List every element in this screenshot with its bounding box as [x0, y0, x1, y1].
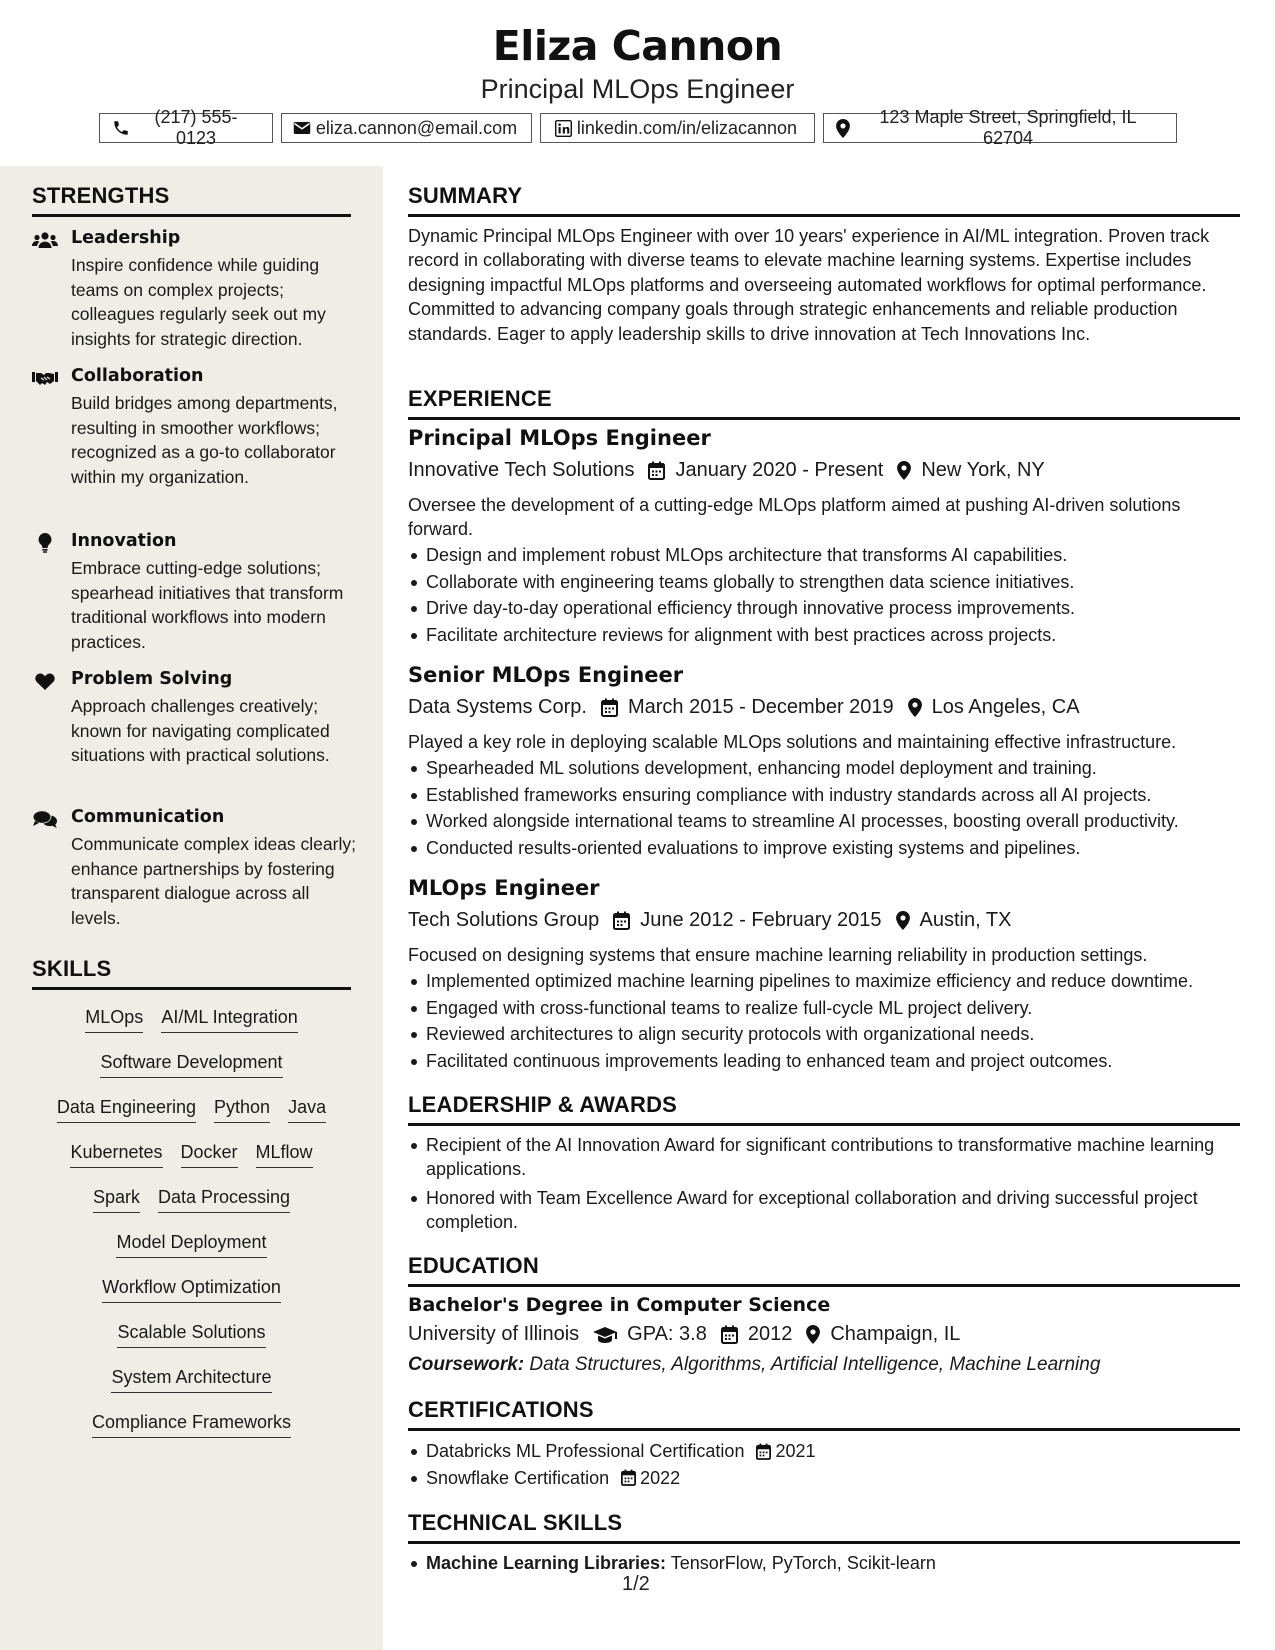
skill-row — [32, 1366, 351, 1411]
map-marker-icon — [908, 698, 922, 717]
lightbulb-icon — [32, 533, 58, 553]
job-meta — [408, 909, 1011, 932]
school-location: Champaign, IL — [830, 1323, 961, 1345]
bullet-item: Design and implement robust MLOps architecture that transforms AI capabilities. — [408, 543, 1240, 567]
education-meta — [408, 1323, 960, 1346]
calendar-icon — [756, 1443, 771, 1460]
job-bullets — [408, 969, 1240, 1075]
skills-cloud — [32, 1006, 351, 1456]
comments-icon — [32, 809, 58, 829]
skills-heading: SKILLS — [32, 956, 351, 990]
contact-bar — [0, 107, 1275, 148]
contact-address — [823, 107, 1177, 148]
map-marker-icon — [836, 119, 850, 138]
cert-year: 2022 — [640, 1467, 681, 1488]
bullet-item: Conducted results-oriented evaluations to improve existing systems and pipelines. — [408, 836, 1240, 860]
skill-tag: MLflow — [256, 1141, 313, 1168]
calendar-icon — [613, 911, 630, 930]
job-company: Data Systems Corp. — [408, 696, 587, 718]
linkedin-icon — [555, 120, 572, 137]
job-description: Oversee the development of a cutting-edge MLOps platform aimed at pushing AI-driven solutions forward. — [408, 495, 1181, 540]
gpa: GPA: 3.8 — [627, 1323, 707, 1345]
candidate-title: Principal MLOps Engineer — [480, 74, 795, 104]
strength-desc: Embrace cutting-edge solutions; spearhead initiatives that transform traditional workflows into modern practices. — [71, 558, 344, 652]
bullet-item: Facilitated continuous improvements leading to enhanced team and project outcomes. — [408, 1049, 1240, 1073]
job-title: Senior MLOps Engineer — [408, 663, 684, 687]
school-name: University of Illinois — [408, 1323, 580, 1345]
job-meta — [408, 696, 1080, 719]
awards-heading: LEADERSHIP & AWARDS — [408, 1092, 1240, 1126]
candidate-name: Eliza Cannon — [492, 22, 783, 70]
awards-list — [408, 1133, 1240, 1239]
strength-title: Communication — [71, 807, 225, 827]
bullet-item: Drive day-to-day operational efficiency through innovative process improvements. — [408, 596, 1240, 620]
skill-row — [32, 1186, 351, 1231]
envelope-icon — [293, 120, 311, 136]
job-dates: June 2012 - February 2015 — [640, 909, 882, 931]
users-icon — [32, 230, 58, 250]
cert-item — [408, 1466, 1240, 1490]
strength-title: Collaboration — [71, 366, 204, 386]
job-company: Innovative Tech Solutions — [408, 459, 635, 481]
bullet-item: Spearheaded ML solutions development, enhancing model deployment and training. — [408, 756, 1240, 780]
bullet-item: Established frameworks ensuring compliance with industry standards across all AI projects. — [408, 783, 1240, 807]
certifications-heading: CERTIFICATIONS — [408, 1397, 1240, 1431]
experience-heading: EXPERIENCE — [408, 386, 1240, 420]
map-marker-icon — [806, 1325, 820, 1344]
skill-row — [32, 1051, 351, 1096]
job-title: MLOps Engineer — [408, 876, 600, 900]
skill-tag: Spark — [93, 1186, 140, 1213]
strength-title: Innovation — [71, 531, 177, 551]
cert-year: 2021 — [775, 1441, 816, 1461]
award-item: Honored with Team Excellence Award for exceptional collaboration and driving successful project completion. — [408, 1186, 1240, 1234]
skill-tag: Model Deployment — [116, 1231, 266, 1258]
skill-tag: Software Development — [100, 1051, 282, 1078]
bullet-item: Facilitate architecture reviews for alignment with best practices across projects. — [408, 623, 1240, 647]
skill-tag: Compliance Frameworks — [92, 1411, 291, 1438]
cert-item — [408, 1439, 1240, 1463]
skill-tag: MLOps — [85, 1006, 143, 1033]
job-dates: March 2015 - December 2019 — [627, 696, 894, 718]
contact-linkedin[interactable] — [540, 113, 815, 143]
education-heading: EDUCATION — [408, 1253, 1240, 1287]
address-text: 123 Maple Street, Springfield, IL 62704 — [879, 107, 1137, 148]
job-location: Los Angeles, CA — [931, 696, 1080, 718]
degree-title: Bachelor's Degree in Computer Science — [408, 1294, 831, 1316]
heart-icon — [32, 671, 58, 691]
strength-title: Leadership — [71, 228, 181, 248]
strengths-heading: STRENGTHS — [32, 183, 351, 217]
job-location: Austin, TX — [919, 909, 1012, 931]
summary-text: Dynamic Principal MLOps Engineer with over 10 years' experience in AI/ML integration. Proven track record in collaborating with diverse teams to elevate machine learning systems. Expertise includes designing impactful MLOps platforms and overseeing automated workflows for optimal performance. Committed to advancing company goals through strategic enhancements and reliable production standards. Eager to apply leadership skills to drive innovation at Tech Innovations Inc. — [408, 226, 1210, 344]
linkedin-text: linkedin.com/in/elizacannon — [576, 117, 798, 138]
skill-tag: Python — [214, 1096, 270, 1123]
skill-tag: AI/ML Integration — [161, 1006, 297, 1033]
bullet-item: Engaged with cross-functional teams to realize full-cycle ML project delivery. — [408, 996, 1240, 1020]
strength-desc: Inspire confidence while guiding teams on complex projects; colleagues regularly seek out my insights for strategic direction. — [71, 255, 326, 349]
cert-name: Snowflake Certification — [426, 1467, 610, 1488]
job-description: Focused on designing systems that ensure machine learning reliability in production settings. — [408, 945, 1148, 965]
contact-phone[interactable] — [99, 107, 273, 148]
page-number: 1/2 — [622, 1573, 650, 1595]
skill-tag: Data Processing — [158, 1186, 290, 1213]
job-bullets — [408, 756, 1240, 862]
skill-row — [32, 1141, 351, 1186]
skill-tag: Docker — [181, 1141, 238, 1168]
strength-title: Problem Solving — [71, 669, 233, 689]
phone-text: (217) 555-0123 — [154, 107, 238, 148]
bullet-item: Reviewed architectures to align security protocols with organizational needs. — [408, 1022, 1240, 1046]
job-company: Tech Solutions Group — [408, 909, 600, 931]
strength-desc: Approach challenges creatively; known for navigating complicated situations with practical solutions. — [71, 696, 330, 765]
skill-row — [32, 1276, 351, 1321]
map-marker-icon — [896, 911, 910, 930]
summary-heading: SUMMARY — [408, 183, 1240, 217]
technical-skill-value: TensorFlow, PyTorch, Scikit-learn — [670, 1553, 936, 1573]
contact-email[interactable] — [281, 113, 532, 143]
bullet-item: Implemented optimized machine learning pipelines to maximize efficiency and reduce downtime. — [408, 969, 1240, 993]
technical-skill-label: Machine Learning Libraries: — [426, 1553, 667, 1573]
graduation-year: 2012 — [747, 1323, 793, 1345]
skill-row — [32, 1411, 351, 1456]
calendar-icon — [601, 698, 618, 717]
coursework-label: Coursework: — [408, 1354, 525, 1375]
resume-header — [0, 0, 1275, 166]
calendar-icon — [621, 1469, 636, 1486]
skill-row — [32, 1321, 351, 1366]
bullet-item: Collaborate with engineering teams globally to strengthen data science initiatives. — [408, 570, 1240, 594]
job-location: New York, NY — [921, 459, 1045, 481]
skill-row — [32, 1231, 351, 1276]
job-title: Principal MLOps Engineer — [408, 426, 711, 450]
job-bullets — [408, 543, 1240, 649]
bullet-item: Worked alongside international teams to streamline AI processes, boosting overall productivity. — [408, 809, 1240, 833]
sidebar — [0, 166, 383, 1650]
phone-icon — [112, 119, 130, 137]
map-marker-icon — [897, 461, 911, 480]
calendar-icon — [721, 1325, 738, 1344]
strength-desc: Build bridges among departments, resulting in smoother workflows; recognized as a go-to collaborator within my organization. — [71, 393, 338, 487]
technical-skill-item — [408, 1551, 1240, 1575]
coursework-list: Data Structures, Algorithms, Artificial Intelligence, Machine Learning — [529, 1354, 1101, 1375]
award-item: Recipient of the AI Innovation Award for significant contributions to transformative machine learning applications. — [408, 1133, 1240, 1181]
coursework — [408, 1354, 1100, 1376]
handshake-icon — [32, 368, 58, 388]
graduation-cap-icon — [593, 1326, 617, 1344]
technical-skills-list — [408, 1551, 1240, 1578]
skill-row — [32, 1006, 351, 1051]
skill-row — [32, 1096, 351, 1141]
cert-name: Databricks ML Professional Certification — [426, 1441, 745, 1461]
skill-tag: Kubernetes — [70, 1141, 162, 1168]
job-dates: January 2020 - Present — [675, 459, 884, 481]
certifications-list — [408, 1439, 1240, 1492]
skill-tag: Data Engineering — [57, 1096, 196, 1123]
strength-desc: Communicate complex ideas clearly; enhance partnerships by fostering transparent dialogue across all levels. — [71, 834, 356, 928]
skill-tag: Scalable Solutions — [117, 1321, 265, 1348]
skill-tag: System Architecture — [111, 1366, 271, 1393]
job-description: Played a key role in deploying scalable MLOps solutions and maintaining effective infrastructure. — [408, 732, 1177, 752]
email-text: eliza.cannon@email.com — [315, 117, 518, 138]
job-meta — [408, 459, 1045, 482]
calendar-icon — [648, 461, 665, 480]
technical-skills-heading: TECHNICAL SKILLS — [408, 1510, 1240, 1544]
skill-tag: Java — [288, 1096, 326, 1123]
skill-tag: Workflow Optimization — [102, 1276, 281, 1303]
